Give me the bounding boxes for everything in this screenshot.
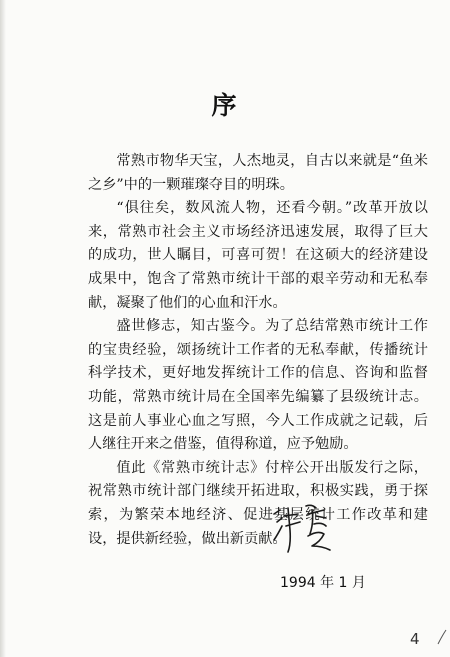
handwritten-signature [268, 500, 338, 556]
corner-scan-mark [436, 628, 448, 646]
page-title: 序 [211, 91, 239, 120]
paragraph-4: 值此《常熟市统计志》付梓公开出版发行之际，祝常熟市统计部门继续开拓进取，积极实践，勇于探索，为繁荣本地经济、促进基层统计工作改革和建设，提供新经验，做出新贡献。 [88, 459, 428, 547]
paragraph-3: 盛世修志，知古鉴今。为了总结常熟市统计工作的宝贵经验，颂扬统计工作者的无私奉献，传播统计科学技术，更好地发挥统计工作的信息、咨询和监督功能，常熟市统计局在全国率先编纂了县级统计志。这是前人事业心血之写照，今人工作成就之记载，后人继往开来之借鉴，值得称道，应予勉励。 [88, 318, 428, 453]
paragraph-1: 常熟市物华天宝，人杰地灵，自古以来就是“鱼米之乡”中的一颗璀璨夺目的明珠。 [88, 153, 428, 193]
date-line: 1994 年 1 月 [280, 575, 366, 591]
page-number: 4 [410, 630, 420, 648]
paragraph-2: “俱往矣，数风流人物，还看今朝。”改革开放以来，常熟市社会主义市场经济迅速发展，取得了巨大的成功，世人瞩目，可喜可贺！在这硕大的经济建设成果中，饱含了常熟市统计干部的艰辛劳动和无私奉献，凝聚了他们的心血和汗水。 [88, 200, 428, 311]
preface-body [88, 150, 428, 551]
